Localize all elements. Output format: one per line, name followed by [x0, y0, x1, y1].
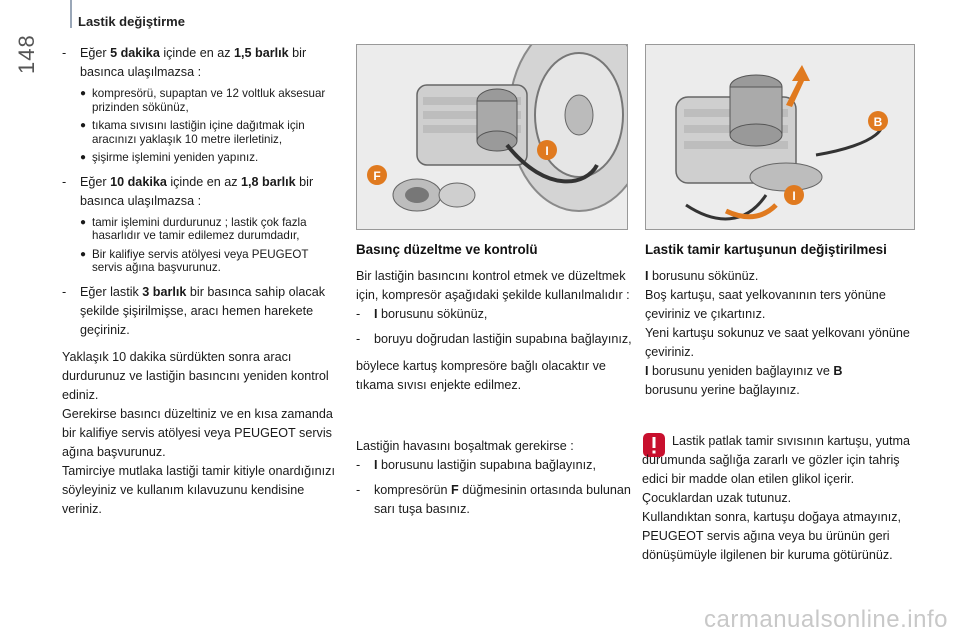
heading-pressure: Basınç düzeltme ve kontrolü: [356, 242, 538, 257]
label-i: I: [545, 144, 549, 158]
paragraph: I borusunu sökünüz.: [645, 269, 759, 283]
condition-10min: - Eğer 10 dakika içinde en az 1,8 barlık bir basınca ulaşılmazsa :: [62, 174, 314, 208]
label-i: I: [792, 189, 796, 203]
condition-5min: - Eğer 5 dakika içinde en az 1,5 barlık bir basınca ulaşılmazsa :: [62, 46, 307, 79]
compressor-photo: [356, 44, 628, 230]
paragraph: Lastiğin havasını boşaltmak gerekirse :: [356, 439, 574, 453]
list-item: - I borusunu sökünüz,: [356, 307, 488, 321]
paragraph: Yaklaşık 10 dakika sürdükten sonra aracı durdurunuz ve lastiğin basıncını yeniden kontrol ediniz.: [62, 349, 329, 402]
condition-3bar: - Eğer lastik 3 barlık bir basınca sahip olacak şekilde şişirilmişse, aracı hemen harekete geçiriniz.: [62, 284, 326, 337]
list-item: - boruyu doğrudan lastiğin supabına bağlayınız,: [356, 332, 632, 346]
middle-column: [356, 240, 632, 519]
paragraph: Tamirciye mutlaka lastiği tamir kitiyle onardığınızı söyleyiniz ve kullanım kılavuzunu kendisine veriniz.: [62, 463, 335, 516]
label-b: B: [873, 115, 883, 129]
cartridge-photo: [645, 44, 915, 230]
paragraph: Yeni kartuşu sokunuz ve saat yelkovanı yönüne çeviriniz.: [645, 326, 910, 359]
paragraph: Gerekirse basıncı düzeltiniz ve en kısa zamanda bir kalifiye servis atölyesi veya PEUGEOT servis ağına başvurunuz.: [62, 406, 333, 459]
section-title: Lastik değiştirme: [78, 14, 185, 29]
paragraph: böylece kartuş kompresöre bağlı olacaktır ve tıkama sıvısı enjekte edilmez.: [356, 359, 606, 392]
list-item: ● Bir kalifiye servis atölyesi veya PEUGEOT servis ağına başvurunuz.: [80, 247, 309, 274]
paragraph: Çocuklardan uzak tutunuz.: [642, 491, 792, 505]
paragraph: borusunu yerine bağlayınız.: [645, 383, 800, 397]
list-item: ● şişirme işlemini yeniden yapınız.: [80, 151, 259, 164]
paragraph: Lastik patlak tamir sıvısının kartuşu, yutma durumunda sağlığa zararlı ve gözler için tahriş edici bir madde olan etilen glikol içerir.: [642, 434, 910, 486]
paragraph: Boş kartuşu, saat yelkovanının ters yönüne çeviriniz ve çıkartınız.: [645, 288, 886, 321]
paragraph: Bir lastiğin basıncını kontrol etmek ve düzeltmek için, kompresör aşağıdaki şekilde kullanılmalıdır :: [356, 269, 630, 302]
heading-cartridge: Lastik tamir kartuşunun değiştirilmesi: [645, 242, 887, 257]
list-item: ● tıkama sıvısını lastiğin içine dağıtmak için aracınızı yaklaşık 10 metre ilerletiniz,: [80, 119, 305, 146]
paragraph: Kullandıktan sonra, kartuşu doğaya atmayınız, PEUGEOT servis ağına veya bu ürünün geri dönüşümüyle ilgilenen bir kuruma götürünüz.: [642, 510, 902, 562]
list-item: - I borusunu lastiğin supabına bağlayınız,: [356, 458, 596, 472]
label-f: F: [373, 169, 381, 183]
list-item: ● kompresörü, supaptan ve 12 voltluk aksesuar prizinden sökünüz,: [80, 87, 326, 114]
left-column: [62, 44, 337, 519]
right-column: [645, 240, 915, 400]
paragraph: I borusunu yeniden bağlayınız ve B: [645, 364, 843, 378]
header-rule: [70, 0, 72, 28]
warning-text: [642, 432, 916, 565]
list-item: ● tamir işlemini durdurunuz ; lastik çok fazla hasarlıdır ve tamir edilemez durumdadır,: [80, 215, 307, 242]
list-item: - kompresörün F düğmesinin ortasında bulunan sarı tuşa basınız.: [356, 483, 631, 516]
page-number: 148: [14, 34, 39, 74]
watermark: carmanualsonline.info: [704, 606, 948, 633]
